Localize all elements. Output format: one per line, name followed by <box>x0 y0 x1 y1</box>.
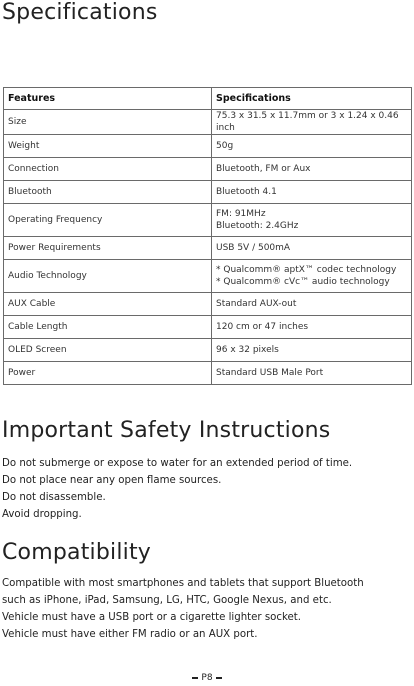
table-row <box>4 293 412 316</box>
specification-cell <box>212 110 412 135</box>
safety-line: Do not submerge or expose to water for an extended period of time. <box>2 458 353 469</box>
compatibility-line: Compatible with most smartphones and tablets that support Bluetooth <box>2 578 364 589</box>
feature-cell: Size <box>4 110 212 135</box>
table-row <box>4 237 412 260</box>
table-row <box>4 110 412 135</box>
table-row <box>4 135 412 158</box>
specification-cell <box>212 339 412 362</box>
specification-value: * Qualcomm® cVc™ audio technology <box>216 277 390 287</box>
specification-cell <box>212 204 412 237</box>
feature-cell: Operating Frequency <box>4 204 212 237</box>
specifications-title: Specifications <box>2 0 158 25</box>
specification-value: Standard USB Male Port <box>216 368 324 378</box>
feature-cell: Audio Technology <box>4 260 212 293</box>
safety-line: Do not disassemble. <box>2 492 106 503</box>
page-footer <box>0 673 414 683</box>
feature-cell: AUX Cable <box>4 293 212 316</box>
specification-value: 120 cm or 47 inches <box>216 322 309 332</box>
table-row <box>4 181 412 204</box>
safety-title: Important Safety Instructions <box>2 418 331 443</box>
specification-cell <box>212 181 412 204</box>
table-body <box>4 110 412 385</box>
table-row <box>4 158 412 181</box>
table-row <box>4 204 412 237</box>
header-specifications: Specifications <box>212 88 412 110</box>
specification-value: * Qualcomm® aptX™ codec technology <box>216 265 397 275</box>
specification-value: 96 x 32 pixels <box>216 345 279 355</box>
specification-value: Bluetooth: 2.4GHz <box>216 221 299 231</box>
footer-dash-left <box>192 677 198 679</box>
compatibility-text <box>2 575 364 643</box>
header-features: Features <box>4 88 212 110</box>
feature-cell: Bluetooth <box>4 181 212 204</box>
compatibility-line: such as iPhone, iPad, Samsung, LG, HTC, Google Nexus, and etc. <box>2 595 332 606</box>
specification-cell <box>212 260 412 293</box>
feature-cell: Weight <box>4 135 212 158</box>
compatibility-line: Vehicle must have either FM radio or an AUX port. <box>2 629 258 640</box>
safety-line: Do not place near any open flame sources. <box>2 475 222 486</box>
footer-dash-right <box>216 677 222 679</box>
safety-line: Avoid dropping. <box>2 509 82 520</box>
specification-cell <box>212 237 412 260</box>
specifications-table <box>3 87 412 385</box>
specification-value: 75.3 x 31.5 x 11.7mm or 3 x 1.24 x 0.46 inch <box>216 111 399 133</box>
feature-cell: OLED Screen <box>4 339 212 362</box>
feature-cell: Cable Length <box>4 316 212 339</box>
specification-value: 50g <box>216 141 234 151</box>
specification-value: Bluetooth 4.1 <box>216 187 277 197</box>
page-number: P8 <box>201 673 213 683</box>
specification-cell <box>212 158 412 181</box>
feature-cell: Power Requirements <box>4 237 212 260</box>
specification-value: FM: 91MHz <box>216 209 266 219</box>
specification-cell <box>212 362 412 385</box>
table-row <box>4 316 412 339</box>
table-row <box>4 260 412 293</box>
table-row <box>4 362 412 385</box>
safety-instructions <box>2 455 352 523</box>
specification-value: USB 5V / 500mA <box>216 243 291 253</box>
specification-value: Bluetooth, FM or Aux <box>216 164 311 174</box>
compatibility-title: Compatibility <box>2 540 151 565</box>
table-row <box>4 339 412 362</box>
specification-cell <box>212 293 412 316</box>
feature-cell: Connection <box>4 158 212 181</box>
specification-cell <box>212 135 412 158</box>
specification-value: Standard AUX-out <box>216 299 297 309</box>
table-header-row <box>4 88 412 110</box>
compatibility-line: Vehicle must have a USB port or a cigarette lighter socket. <box>2 612 302 623</box>
feature-cell: Power <box>4 362 212 385</box>
specification-cell <box>212 316 412 339</box>
